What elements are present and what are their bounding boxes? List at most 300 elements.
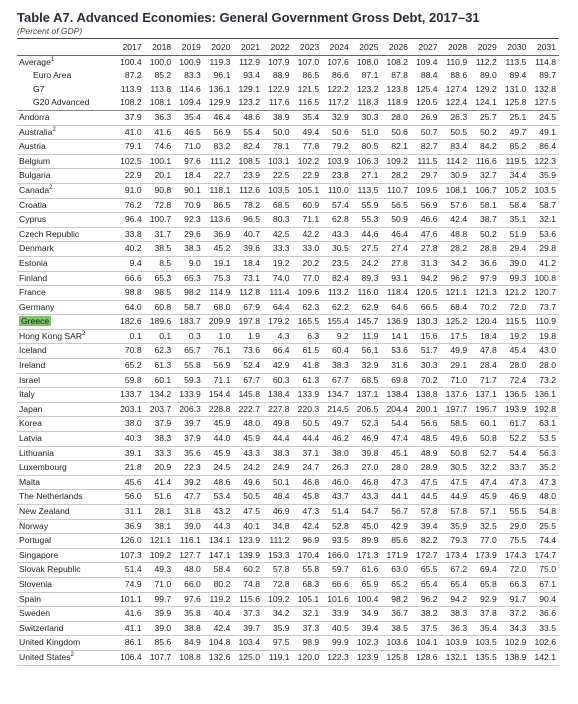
value-cell: 34.2 bbox=[441, 256, 471, 271]
value-cell: 53.6 bbox=[529, 227, 559, 242]
row-name: Canada bbox=[19, 184, 50, 195]
value-cell: 103.5 bbox=[529, 183, 559, 198]
value-cell: 59.7 bbox=[322, 563, 352, 578]
value-cell: 67.7 bbox=[233, 373, 263, 388]
value-cell: 113.8 bbox=[150, 83, 172, 94]
value-cell: 138.9 bbox=[500, 650, 530, 665]
value-cell: 60.3 bbox=[263, 373, 293, 388]
row-name: Singapore bbox=[19, 549, 59, 560]
value-cell: 104.8 bbox=[204, 636, 234, 651]
value-cell: 18.4 bbox=[470, 329, 500, 344]
value-cell: 119.5 bbox=[500, 154, 530, 169]
value-cell: 116.6 bbox=[470, 154, 500, 169]
value-cell: 50.5 bbox=[233, 490, 263, 505]
value-cell: 112.2 bbox=[475, 56, 497, 67]
value-cell: 173.9 bbox=[470, 548, 500, 563]
value-cell: 139.9 bbox=[233, 548, 263, 563]
value-cell: 67.7 bbox=[322, 373, 352, 388]
value-cell: 38.0 bbox=[115, 417, 145, 432]
value-cell: 171.3 bbox=[352, 548, 382, 563]
value-cell: 43.0 bbox=[529, 344, 559, 359]
value-cell: 42.4 bbox=[293, 519, 323, 534]
value-cell: 41.8 bbox=[293, 359, 323, 374]
value-cell: 98.9 bbox=[293, 636, 323, 651]
value-cell: 40.4 bbox=[204, 607, 234, 622]
value-cell: 60.9 bbox=[293, 198, 323, 213]
value-cell: 71.1 bbox=[204, 373, 234, 388]
value-cell: 46.5 bbox=[174, 125, 204, 140]
row-label bbox=[17, 475, 115, 490]
value-cell: 90.1 bbox=[174, 183, 204, 198]
value-cell: 134.2 bbox=[145, 388, 175, 403]
value-cell: 39.2 bbox=[174, 475, 204, 490]
value-cell: 24.5 bbox=[204, 461, 234, 476]
value-cell: 61.3 bbox=[145, 359, 175, 374]
table-row bbox=[17, 592, 559, 607]
value-cell: 111.2 bbox=[204, 154, 234, 169]
value-cell: 109.4 bbox=[416, 56, 438, 67]
value-cell: 25.1 bbox=[500, 110, 530, 125]
value-cell: 125.4 bbox=[416, 83, 438, 94]
table-row bbox=[17, 388, 559, 403]
value-cell: 45.8 bbox=[293, 490, 323, 505]
value-cell: 48.0 bbox=[529, 490, 559, 505]
value-cell: 74.8 bbox=[233, 577, 263, 592]
value-cell: 26.9 bbox=[411, 110, 441, 125]
row-name: Greece bbox=[21, 316, 50, 327]
table-row bbox=[17, 169, 559, 184]
value-cell: 62.3 bbox=[145, 344, 175, 359]
row-name: Croatia bbox=[19, 199, 47, 210]
row-name: Norway bbox=[19, 520, 49, 531]
value-cell: 108.2 bbox=[386, 56, 408, 67]
table-row bbox=[17, 198, 559, 213]
value-cell: 65.3 bbox=[174, 271, 204, 286]
value-cell: 41.4 bbox=[145, 475, 175, 490]
value-cell: 70.8 bbox=[115, 344, 145, 359]
footnote-marker: 2 bbox=[82, 331, 86, 338]
row-name: Japan bbox=[19, 403, 43, 414]
value-cell: 59.3 bbox=[174, 373, 204, 388]
value-cell: 70.2 bbox=[411, 373, 441, 388]
value-cell: 18.4 bbox=[174, 169, 204, 184]
value-cell: 78.2 bbox=[233, 198, 263, 213]
value-cell: 145.8 bbox=[233, 388, 263, 403]
value-cell: 74.0 bbox=[263, 271, 293, 286]
value-cell: 61.5 bbox=[293, 344, 323, 359]
value-cell: 66.0 bbox=[174, 577, 204, 592]
value-cell: 66.3 bbox=[500, 577, 530, 592]
value-cell: 57.8 bbox=[411, 505, 441, 520]
value-cell: 47.3 bbox=[381, 475, 411, 490]
value-cell: 49.1 bbox=[529, 125, 559, 140]
value-cell: 26.3 bbox=[322, 461, 352, 476]
table-row bbox=[17, 402, 559, 417]
value-cell: 29.8 bbox=[529, 242, 559, 257]
value-cell: 110.9 bbox=[446, 56, 468, 67]
value-cell: 54.7 bbox=[352, 505, 382, 520]
value-cell: 107.3 bbox=[115, 548, 145, 563]
value-cell: 58.5 bbox=[441, 417, 471, 432]
table-row bbox=[17, 636, 559, 651]
value-cell: 58.4 bbox=[500, 198, 530, 213]
value-cell: 51.9 bbox=[500, 227, 530, 242]
row-label bbox=[17, 69, 115, 83]
value-cell: 75.5 bbox=[500, 534, 530, 549]
value-cell: 66.5 bbox=[411, 300, 441, 315]
value-cell: 40.1 bbox=[233, 519, 263, 534]
value-cell: 77.0 bbox=[293, 271, 323, 286]
value-cell: 40.5 bbox=[322, 621, 352, 636]
value-cell: 37.3 bbox=[233, 607, 263, 622]
value-cell: 71.0 bbox=[145, 577, 175, 592]
table-row bbox=[17, 534, 559, 549]
value-cell: 52.2 bbox=[500, 432, 530, 447]
year-header: 2019 bbox=[174, 41, 204, 55]
value-cell: 70.2 bbox=[470, 300, 500, 315]
row-name: Lithuania bbox=[19, 447, 54, 458]
row-name: Malta bbox=[19, 476, 41, 487]
value-cell: 30.3 bbox=[352, 110, 382, 125]
value-cell: 80.3 bbox=[263, 213, 293, 228]
value-cell: 44.6 bbox=[352, 227, 382, 242]
value-cell: 44.0 bbox=[204, 432, 234, 447]
value-cell: 79.3 bbox=[441, 534, 471, 549]
value-cell: 100.8 bbox=[529, 271, 559, 286]
value-cell: 46.9 bbox=[352, 432, 382, 447]
value-cell: 68.5 bbox=[263, 198, 293, 213]
value-cell: 45.9 bbox=[204, 417, 234, 432]
value-cell: 65.4 bbox=[441, 577, 471, 592]
value-cell: 67.2 bbox=[441, 563, 471, 578]
value-cell: 24.2 bbox=[352, 256, 382, 271]
row-name: Czech Republic bbox=[19, 228, 80, 239]
value-cell: 28.8 bbox=[470, 242, 500, 257]
value-cell: 43.3 bbox=[322, 227, 352, 242]
value-cell: 27.5 bbox=[352, 242, 382, 257]
row-name: Euro Area bbox=[33, 70, 72, 81]
value-cell: 129.1 bbox=[238, 83, 260, 94]
value-cell: 9.2 bbox=[322, 329, 352, 344]
value-cell: 65.2 bbox=[381, 577, 411, 592]
value-cell: 103.5 bbox=[470, 636, 500, 651]
row-name: France bbox=[19, 287, 46, 298]
value-cell: 36.9 bbox=[204, 227, 234, 242]
value-cell: 33.0 bbox=[293, 242, 323, 257]
value-cell: 165.5 bbox=[293, 315, 323, 330]
value-cell: 87.1 bbox=[361, 70, 379, 81]
value-cell: 32.7 bbox=[470, 169, 500, 184]
value-cell: 127.4 bbox=[445, 83, 468, 94]
year-header: 2027 bbox=[411, 41, 441, 55]
value-cell: 129.9 bbox=[204, 96, 234, 110]
value-cell: 64.6 bbox=[381, 300, 411, 315]
value-cell: 65.4 bbox=[411, 577, 441, 592]
value-cell: 35.2 bbox=[529, 461, 559, 476]
value-cell: 49.3 bbox=[145, 563, 175, 578]
value-cell: 24.2 bbox=[233, 461, 263, 476]
row-label bbox=[17, 519, 115, 534]
value-cell: 96.9 bbox=[293, 534, 323, 549]
value-cell: 109.4 bbox=[174, 96, 204, 110]
value-cell: 100.9 bbox=[179, 56, 201, 67]
row-label bbox=[17, 607, 115, 622]
value-cell: 32.5 bbox=[470, 519, 500, 534]
value-cell: 35.9 bbox=[529, 169, 559, 184]
table-row bbox=[17, 329, 559, 344]
value-cell: 35.4 bbox=[293, 110, 323, 125]
value-cell: 39.7 bbox=[233, 621, 263, 636]
value-cell: 65.5 bbox=[411, 563, 441, 578]
row-name: Bulgaria bbox=[19, 170, 51, 181]
value-cell: 97.6 bbox=[174, 592, 204, 607]
table-row bbox=[17, 256, 559, 271]
value-cell: 78.1 bbox=[263, 140, 293, 155]
value-cell: 58.4 bbox=[204, 563, 234, 578]
value-cell: 120.4 bbox=[470, 315, 500, 330]
row-name: G7 bbox=[33, 83, 45, 94]
table-row bbox=[17, 315, 559, 330]
value-cell: 93.5 bbox=[322, 534, 352, 549]
value-cell: 109.5 bbox=[411, 183, 441, 198]
value-cell: 214.5 bbox=[322, 402, 352, 417]
year-header: 2028 bbox=[441, 41, 471, 55]
value-cell: 28.2 bbox=[441, 242, 471, 257]
value-cell: 20.2 bbox=[293, 256, 323, 271]
value-cell: 93.1 bbox=[381, 271, 411, 286]
value-cell: 15.6 bbox=[411, 329, 441, 344]
value-cell: 171.9 bbox=[381, 548, 411, 563]
row-name: Iceland bbox=[19, 345, 47, 356]
value-cell: 116.0 bbox=[352, 286, 382, 301]
value-cell: 62.9 bbox=[352, 300, 382, 315]
value-cell: 56.0 bbox=[115, 490, 145, 505]
row-label bbox=[17, 125, 115, 140]
value-cell: 52.3 bbox=[352, 417, 382, 432]
value-cell: 108.5 bbox=[233, 154, 263, 169]
value-cell: 71.7 bbox=[470, 373, 500, 388]
value-cell: 203.1 bbox=[115, 402, 145, 417]
value-cell: 103.9 bbox=[322, 154, 352, 169]
value-cell: 99.7 bbox=[145, 592, 175, 607]
row-label bbox=[17, 563, 115, 578]
value-cell: 103.4 bbox=[233, 636, 263, 651]
value-cell: 39.8 bbox=[352, 446, 382, 461]
value-cell: 35.9 bbox=[441, 519, 471, 534]
value-cell: 102.9 bbox=[500, 636, 530, 651]
value-cell: 55.5 bbox=[500, 505, 530, 520]
value-cell: 154.4 bbox=[204, 388, 234, 403]
value-cell: 220.3 bbox=[293, 402, 323, 417]
value-cell: 204.4 bbox=[381, 402, 411, 417]
value-cell: 38.0 bbox=[322, 446, 352, 461]
table-row bbox=[17, 55, 559, 69]
value-cell: 133.7 bbox=[115, 388, 145, 403]
row-label bbox=[17, 96, 115, 110]
value-cell: 114.6 bbox=[179, 83, 201, 94]
value-cell: 99.3 bbox=[500, 271, 530, 286]
value-cell: 105.2 bbox=[500, 183, 530, 198]
value-cell: 108.1 bbox=[145, 96, 175, 110]
year-header: 2025 bbox=[352, 41, 382, 55]
value-cell: 109.6 bbox=[293, 286, 323, 301]
value-cell: 33.5 bbox=[529, 621, 559, 636]
value-cell: 85.6 bbox=[145, 636, 175, 651]
value-cell: 41.2 bbox=[529, 256, 559, 271]
value-cell: 136.1 bbox=[208, 83, 231, 94]
value-cell: 65.3 bbox=[145, 271, 175, 286]
row-label bbox=[17, 256, 115, 271]
value-cell: 36.3 bbox=[145, 110, 175, 125]
value-cell: 32.9 bbox=[352, 359, 382, 374]
value-cell: 38.7 bbox=[470, 213, 500, 228]
value-cell: 80.2 bbox=[204, 577, 234, 592]
value-cell: 76.2 bbox=[115, 198, 145, 213]
value-cell: 71.1 bbox=[293, 213, 323, 228]
row-label bbox=[17, 271, 115, 286]
value-cell: 120.5 bbox=[411, 96, 441, 110]
value-cell: 31.8 bbox=[174, 505, 204, 520]
value-cell: 89.7 bbox=[539, 70, 556, 81]
value-cell: 80.5 bbox=[352, 140, 382, 155]
value-cell: 118.3 bbox=[352, 96, 382, 110]
value-cell: 49.4 bbox=[293, 125, 323, 140]
table-row bbox=[17, 140, 559, 155]
footnote-marker: 2 bbox=[70, 652, 74, 659]
value-cell: 89.3 bbox=[352, 271, 382, 286]
value-cell: 123.9 bbox=[352, 650, 382, 665]
value-cell: 110.9 bbox=[529, 315, 559, 330]
value-cell: 97.5 bbox=[263, 636, 293, 651]
footnote-marker: 2 bbox=[49, 185, 53, 192]
value-cell: 77.8 bbox=[293, 140, 323, 155]
row-name: Austria bbox=[19, 141, 46, 152]
table-row bbox=[17, 83, 559, 97]
value-cell: 56.1 bbox=[352, 344, 382, 359]
table-row bbox=[17, 271, 559, 286]
value-cell: 40.2 bbox=[115, 242, 145, 257]
value-cell: 54.8 bbox=[529, 505, 559, 520]
value-cell: 117.2 bbox=[322, 96, 352, 110]
value-cell: 89.0 bbox=[480, 70, 497, 81]
value-cell: 132.8 bbox=[534, 83, 556, 94]
row-label bbox=[17, 227, 115, 242]
value-cell: 118.4 bbox=[381, 286, 411, 301]
row-name: Germany bbox=[19, 301, 55, 312]
value-cell: 28.0 bbox=[529, 359, 559, 374]
value-cell: 58.1 bbox=[470, 198, 500, 213]
table-row bbox=[17, 125, 559, 140]
value-cell: 38.5 bbox=[381, 621, 411, 636]
value-cell: 108.1 bbox=[441, 183, 471, 198]
header-row bbox=[17, 41, 559, 55]
value-cell: 98.2 bbox=[174, 286, 204, 301]
table-row bbox=[17, 344, 559, 359]
value-cell: 44.5 bbox=[411, 490, 441, 505]
value-cell: 20.1 bbox=[145, 169, 175, 184]
value-cell: 100.7 bbox=[145, 213, 175, 228]
value-cell: 42.4 bbox=[204, 621, 234, 636]
value-cell: 62.3 bbox=[293, 300, 323, 315]
value-cell: 85.2 bbox=[154, 70, 172, 81]
year-header: 2023 bbox=[293, 41, 323, 55]
value-cell: 121.2 bbox=[500, 286, 530, 301]
value-cell: 115.5 bbox=[500, 315, 530, 330]
value-cell: 45.0 bbox=[352, 519, 382, 534]
value-cell: 37.9 bbox=[145, 417, 175, 432]
value-cell: 128.6 bbox=[411, 650, 441, 665]
value-cell: 46.4 bbox=[204, 110, 234, 125]
table-row bbox=[17, 621, 559, 636]
value-cell: 93.4 bbox=[243, 70, 260, 81]
value-cell: 28.0 bbox=[500, 359, 530, 374]
value-cell: 123.2 bbox=[356, 83, 379, 94]
value-cell: 121.5 bbox=[297, 83, 320, 94]
value-cell: 35.6 bbox=[174, 446, 204, 461]
value-cell: 137.1 bbox=[470, 388, 500, 403]
value-cell: 41.1 bbox=[115, 621, 145, 636]
row-label bbox=[17, 329, 115, 344]
table-row bbox=[17, 242, 559, 257]
value-cell: 120.5 bbox=[411, 286, 441, 301]
value-cell: 73.1 bbox=[233, 271, 263, 286]
value-cell: 102.3 bbox=[352, 636, 382, 651]
value-cell: 44.4 bbox=[293, 432, 323, 447]
value-cell: 31.3 bbox=[411, 256, 441, 271]
value-cell: 20.9 bbox=[145, 461, 175, 476]
value-cell: 68.5 bbox=[352, 373, 382, 388]
value-cell: 49.9 bbox=[441, 344, 471, 359]
value-cell: 35.1 bbox=[500, 213, 530, 228]
value-cell: 96.4 bbox=[115, 213, 145, 228]
value-cell: 90.8 bbox=[145, 183, 175, 198]
value-cell: 39.7 bbox=[174, 417, 204, 432]
value-cell: 43.3 bbox=[352, 490, 382, 505]
value-cell: 51.6 bbox=[145, 490, 175, 505]
value-cell: 107.6 bbox=[327, 56, 349, 67]
value-cell: 62.2 bbox=[322, 300, 352, 315]
value-cell: 48.0 bbox=[174, 563, 204, 578]
value-cell: 52.8 bbox=[322, 519, 352, 534]
footnote-marker: 2 bbox=[52, 126, 56, 133]
value-cell: 113.5 bbox=[505, 56, 527, 67]
value-cell: 30.5 bbox=[322, 242, 352, 257]
table-title: Table A7. Advanced Economies: General Government Gross Debt, 2017–31 bbox=[17, 10, 480, 25]
value-cell: 193.9 bbox=[500, 402, 530, 417]
value-cell: 37.3 bbox=[293, 621, 323, 636]
table-row bbox=[17, 213, 559, 228]
value-cell: 110.0 bbox=[322, 183, 352, 198]
year-header: 2022 bbox=[263, 41, 293, 55]
value-cell: 37.9 bbox=[174, 432, 204, 447]
value-cell: 82.7 bbox=[411, 140, 441, 155]
value-cell: 52.7 bbox=[470, 446, 500, 461]
value-cell: 71.0 bbox=[174, 140, 204, 155]
value-cell: 62.8 bbox=[322, 213, 352, 228]
value-cell: 182.6 bbox=[115, 315, 145, 330]
value-cell: 55.4 bbox=[233, 125, 263, 140]
value-cell: 23.9 bbox=[233, 169, 263, 184]
value-cell: 50.7 bbox=[411, 125, 441, 140]
value-cell: 100.0 bbox=[149, 56, 172, 67]
top-rule bbox=[17, 38, 559, 39]
value-cell: 33.7 bbox=[500, 461, 530, 476]
value-cell: 125.0 bbox=[233, 650, 263, 665]
value-cell: 66.6 bbox=[115, 271, 145, 286]
value-cell: 34.4 bbox=[500, 169, 530, 184]
value-cell: 108.0 bbox=[356, 56, 379, 67]
row-label bbox=[17, 432, 115, 447]
